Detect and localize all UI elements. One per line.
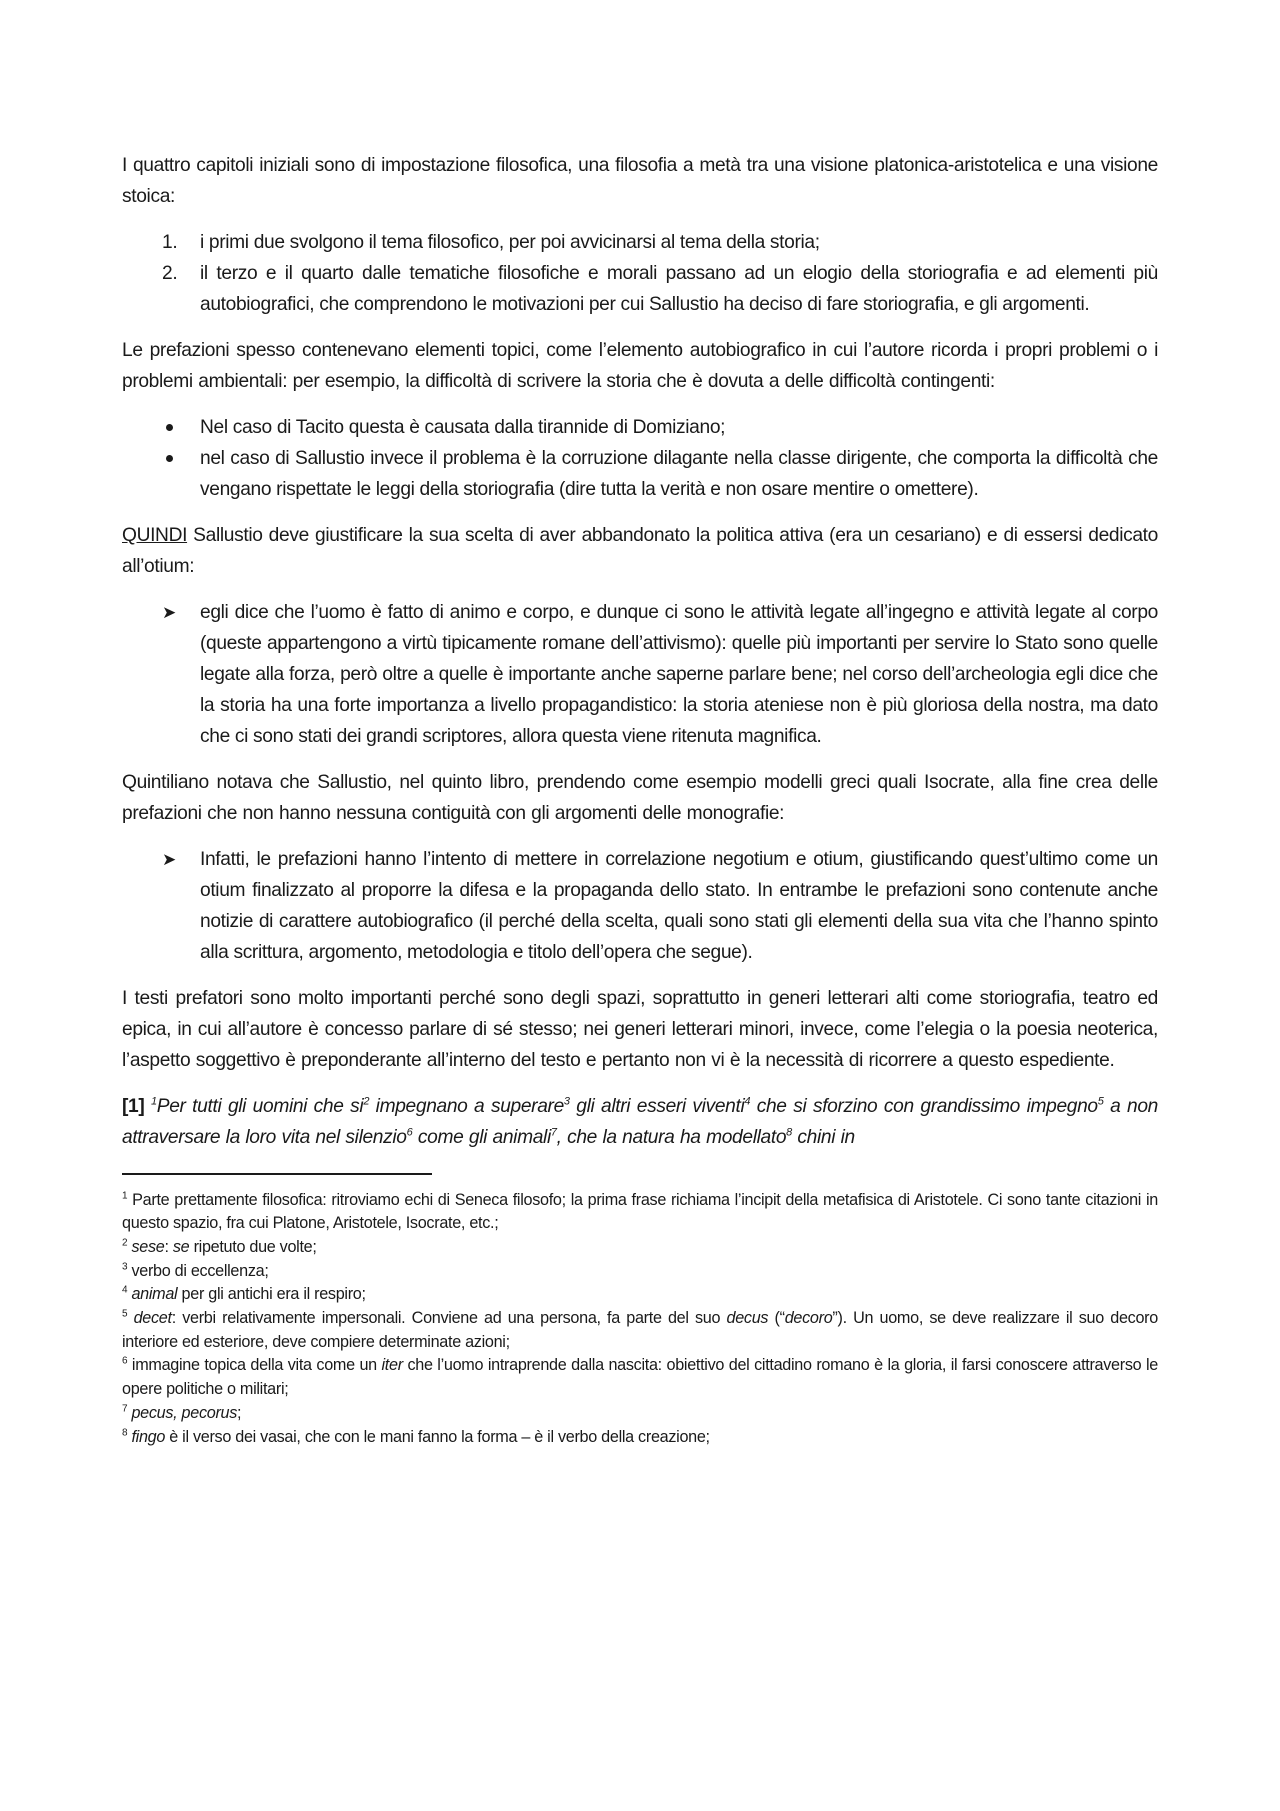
footnote-number: 6: [122, 1356, 128, 1368]
footnote-item: [122, 1189, 1158, 1236]
footnote-text: verbo di eccellenza;: [127, 1261, 269, 1280]
footnote-ref[interactable]: 3: [563, 1095, 570, 1108]
bullet-dot-icon: [166, 455, 173, 462]
footnote-item: [122, 1426, 1158, 1450]
footnote-number: 5: [122, 1308, 128, 1320]
translation-text: a non attraversare la loro vita nel silenzio: [122, 1096, 1158, 1148]
footnote-text: iter: [381, 1356, 403, 1375]
footnote-item: [122, 1402, 1158, 1426]
translation-text: , che la natura ha modellato: [556, 1127, 787, 1148]
footnote-text: decus: [726, 1309, 769, 1328]
list-item: [122, 443, 1158, 505]
footnote-number: 7: [122, 1403, 128, 1415]
translation-text: impegnano a superare: [369, 1096, 564, 1117]
list-number: 1.: [162, 232, 178, 253]
footnote-ref[interactable]: 5: [1097, 1095, 1104, 1108]
footnote-ref[interactable]: 2: [363, 1095, 370, 1108]
footnote-text: che l’uomo intraprende dalla nascita: obiettivo del cittadino romano è la gloria, il farsi conoscere attraverso le opere politiche o militari;: [122, 1356, 1158, 1399]
bullet-dot-icon: [166, 424, 173, 431]
footnote-text: ripetuto due volte;: [189, 1237, 317, 1256]
footnote-text: :: [164, 1237, 173, 1256]
underlined-keyword: QUINDI: [122, 525, 188, 546]
paragraph-intro: I quattro capitoli iniziali sono di impostazione filosofica, una filosofia a metà tra una visione platonica-aristotelica e una visione stoica:: [122, 155, 1158, 207]
translation-text: che si sforzino con grandissimo impegno: [750, 1096, 1098, 1117]
paragraph-prefazioni: Le prefazioni spesso contenevano elementi topici, come l’elemento autobiografico in cui l’autore ricorda i propri problemi o i problemi ambientali: per esempio, la difficoltà di scrivere la storia che è dovuta a delle difficoltà contingenti:: [122, 340, 1158, 392]
section-label: [1]: [122, 1096, 145, 1117]
translation-text: come gli animali: [412, 1127, 551, 1148]
footnote-item: [122, 1354, 1158, 1401]
footnote-text: ;: [237, 1403, 242, 1422]
arrow-list: [122, 597, 1158, 752]
list-item: [122, 227, 1158, 258]
footnote-text: decet: [127, 1309, 172, 1328]
footnote-text: è il verso dei vasai, che con le mani fanno la forma – è il verbo della creazione;: [165, 1427, 710, 1446]
list-item-text: Nel caso di Tacito questa è causata dalla tirannide di Domiziano;: [200, 417, 726, 438]
footnote-ref[interactable]: 7: [550, 1126, 557, 1139]
footnote-text: sese: [127, 1237, 165, 1256]
paragraph-text: Sallustio deve giustificare la sua scelta di aver abbandonato la politica attiva (era un cesariano) e di essersi dedicato all’otium:: [122, 525, 1158, 577]
footnote-ref[interactable]: 8: [786, 1126, 792, 1139]
footnote-ref[interactable]: 6: [406, 1126, 413, 1139]
arrow-list: [122, 844, 1158, 968]
list-item-text: il terzo e il quarto dalle tematiche filosofiche e morali passano ad un elogio della storiografia e ad elementi più autobiografici, che comprendono le motivazioni per cui Sallustio ha deciso di fare storiografia, e gli argomenti.: [200, 263, 1158, 315]
list-item: [122, 412, 1158, 443]
footnote-item: [122, 1260, 1158, 1284]
footnote-text: : verbi relativamente impersonali. Conviene ad una persona, fa parte del suo: [171, 1309, 727, 1328]
paragraph-testi-prefatori: I testi prefatori sono molto importanti perché sono degli spazi, soprattutto in generi letterari alti come storiografia, teatro ed epica, in cui all’autore è concesso parlare di sé stesso; nei generi letterari minori, invece, come l’elegia o la poesia neoterica, l’aspetto soggettivo è preponderante all’interno del testo e pertanto non vi è la necessità di ricorrere a questo espediente.: [122, 988, 1158, 1071]
arrow-bullet-icon: ➤: [162, 603, 176, 622]
list-item: [122, 258, 1158, 320]
footnote-text: decoro: [784, 1309, 833, 1328]
translation-passage: [122, 1091, 1158, 1153]
footnote-text: per gli antichi era il respiro;: [177, 1285, 366, 1304]
document-page: [122, 150, 1158, 1449]
arrow-bullet-icon: ➤: [162, 850, 176, 869]
list-item-text: egli dice che l’uomo è fatto di animo e corpo, e dunque ci sono le attività legate all’ingegno e attività legate al corpo (queste appartengono a virtù tipicamente romane dell’attivismo): quelle più importanti per servire lo Stato sono quelle legate alla forza, però oltre a quelle è importante anche saperne parlare bene; nel corso dell’archeologia egli dice che la storia ha una forte importanza a livello propagandistico: la storia ateniese non è più gloriosa della nostra, ma dato che ci sono stati dei grandi scriptores, allora questa viene ritenuta magnifica.: [200, 602, 1158, 747]
footnote-text: animal: [127, 1285, 178, 1304]
translation-text: chini in: [791, 1127, 855, 1148]
footnote-number: 3: [122, 1261, 128, 1273]
numbered-list: [122, 227, 1158, 320]
footnote-text: Parte prettamente filosofica: ritroviamo echi di Seneca filosofo; la prima frase richiama l’incipit della metafisica di Aristotele. Ci sono tante citazioni in questo spazio, fra cui Platone, Aristotele, Isocrate, etc.;: [122, 1190, 1158, 1233]
footnote-number: 8: [122, 1427, 128, 1439]
list-item: [122, 844, 1158, 968]
paragraph-quintiliano: Quintiliano notava che Sallustio, nel quinto libro, prendendo come esempio modelli greci quali Isocrate, alla fine crea delle prefazioni che non hanno nessuna contiguità con gli argomenti delle monografie:: [122, 772, 1158, 824]
list-number: 2.: [162, 263, 178, 284]
footnote-number: 2: [122, 1237, 128, 1249]
footnote-separator: [122, 1173, 432, 1175]
footnote-text: ”). Un uomo, se deve realizzare il suo decoro interiore ed esteriore, deve compiere determinate azioni;: [122, 1309, 1158, 1351]
list-item-text: nel caso di Sallustio invece il problema è la corruzione dilagante nella classe dirigente, che comporta la difficoltà che vengano rispettate le leggi della storiografia (dire tutta la verità e non osare mentire o omettere).: [200, 448, 1158, 500]
translation-text: Per tutti gli uomini che si: [156, 1096, 364, 1117]
paragraph-quindi: [122, 520, 1158, 582]
footnote-item: [122, 1283, 1158, 1307]
footnote-number: 1: [122, 1190, 128, 1202]
footnote-ref[interactable]: 1: [151, 1095, 157, 1108]
footnote-text: (“: [768, 1309, 785, 1328]
list-item-text: i primi due svolgono il tema filosofico, per poi avvicinarsi al tema della storia;: [200, 232, 820, 253]
bullet-list: [122, 412, 1158, 505]
footnote-text: immagine topica della vita come un: [127, 1356, 382, 1375]
footnote-text: pecus, pecorus: [127, 1403, 238, 1422]
footnote-number: 4: [122, 1284, 128, 1296]
list-item: [122, 597, 1158, 752]
footnote-ref[interactable]: 4: [744, 1095, 751, 1108]
footnote-item: [122, 1307, 1158, 1354]
footnote-text: fingo: [127, 1427, 166, 1446]
footnote-text: se: [172, 1237, 190, 1256]
list-item-text: Infatti, le prefazioni hanno l’intento di mettere in correlazione negotium e otium, giustificando quest’ultimo come un otium finalizzato al proporre la difesa e la propaganda dello stato. In entrambe le prefazioni sono contenute anche notizie di carattere autobiografico (il perché della scelta, quali sono stati gli elementi della sua vita che l’hanno spinto alla scrittura, argomento, metodologia e titolo dell’opera che segue).: [200, 849, 1158, 963]
footnote-item: [122, 1236, 1158, 1260]
footnotes: [122, 1189, 1158, 1450]
translation-text: gli altri esseri viventi: [569, 1096, 745, 1117]
